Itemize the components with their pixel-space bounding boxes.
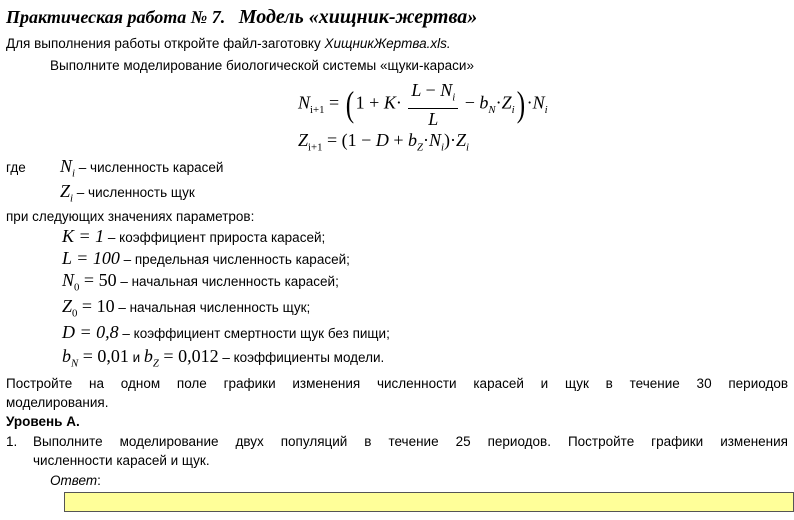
- page-title: [6, 6, 477, 29]
- answer-label: [50, 473, 101, 488]
- formula-z-lhs: Z: [298, 130, 309, 150]
- item-number: 1.: [6, 434, 18, 449]
- where-label: где: [6, 160, 26, 175]
- where-z: $Z_i$ – численность щук: [60, 181, 195, 205]
- param-k: [62, 226, 325, 247]
- params-intro: при следующих значениях параметров:: [6, 209, 255, 224]
- answer-colon: :: [97, 473, 101, 488]
- param-l: [62, 248, 350, 269]
- title-part2: Модель «хищник-жертва»: [238, 6, 478, 28]
- formula-n-lhs: N: [298, 92, 311, 113]
- param-bz-val: = 0,012: [163, 346, 219, 366]
- level-heading: Уровень А.: [6, 414, 80, 429]
- param-d-desc: – коэффициент смертности щук без пищи;: [118, 326, 390, 341]
- param-b-desc: – коэффициенты модели.: [218, 350, 385, 365]
- param-l-val: L = 100: [62, 248, 120, 268]
- param-b: $b_N = 0,01$ и $b_Z = 0,012$ – коэффициенты модели.: [62, 346, 385, 370]
- answer-label-text: Ответ: [50, 473, 98, 488]
- param-d-val: D = 0,8: [62, 322, 119, 342]
- intro-text: Для выполнения работы откройте файл-заготовку: [6, 36, 325, 51]
- param-n0-desc: – начальная численность карасей;: [116, 274, 339, 289]
- answer-field[interactable]: [64, 492, 794, 512]
- intro-line2: Выполните моделирование биологической системы «щуки-караси»: [50, 58, 474, 73]
- task-line1: Постройте на одном поле графики изменения численности карасей и щук в течение 30 периодов: [6, 376, 788, 391]
- param-z0: $Z_0 = 10$ – начальная численность щук;: [62, 296, 311, 320]
- param-k-desc: – коэффициент прироста карасей;: [104, 230, 326, 245]
- param-and: и: [128, 350, 144, 365]
- title-part1: Практическая работа № 7.: [6, 7, 226, 27]
- param-d: [62, 322, 390, 343]
- param-z0-desc: – начальная численность щук;: [114, 300, 311, 315]
- task-line2: моделирования.: [6, 395, 109, 410]
- item-line2: численности карасей и щук.: [33, 453, 210, 468]
- file-name: ХищникЖертва.xls.: [324, 36, 451, 51]
- item-line1: Выполните моделирование двух популяций в течение 25 периодов. Постройте графики изменения: [33, 434, 788, 449]
- where-z-desc: – численность щук: [76, 185, 195, 200]
- where-n: $N_i$ – численность карасей: [60, 156, 224, 180]
- formula-n: $N_{i+1} = (1 + K\cdot$ $\frac{L - N_i}{L}$ − $b_N\cdot Z_i)\cdot N_i$: [298, 80, 548, 129]
- param-z0-val: = 10: [81, 296, 115, 316]
- where-n-desc: – численность карасей: [78, 160, 224, 175]
- intro-line1: [6, 36, 451, 51]
- param-bn-val: = 0,01: [82, 346, 129, 366]
- param-l-desc: – предельная численность карасей;: [119, 252, 350, 267]
- param-n0-val: = 50: [83, 270, 117, 290]
- formula-z: $Z_{i+1} = (1 - D + b_Z\cdot N_i)\cdot Z_i$: [298, 130, 470, 154]
- param-k-val: K = 1: [62, 226, 105, 246]
- param-n0: $N_0 = 50$ – начальная численность карасей;: [62, 270, 339, 294]
